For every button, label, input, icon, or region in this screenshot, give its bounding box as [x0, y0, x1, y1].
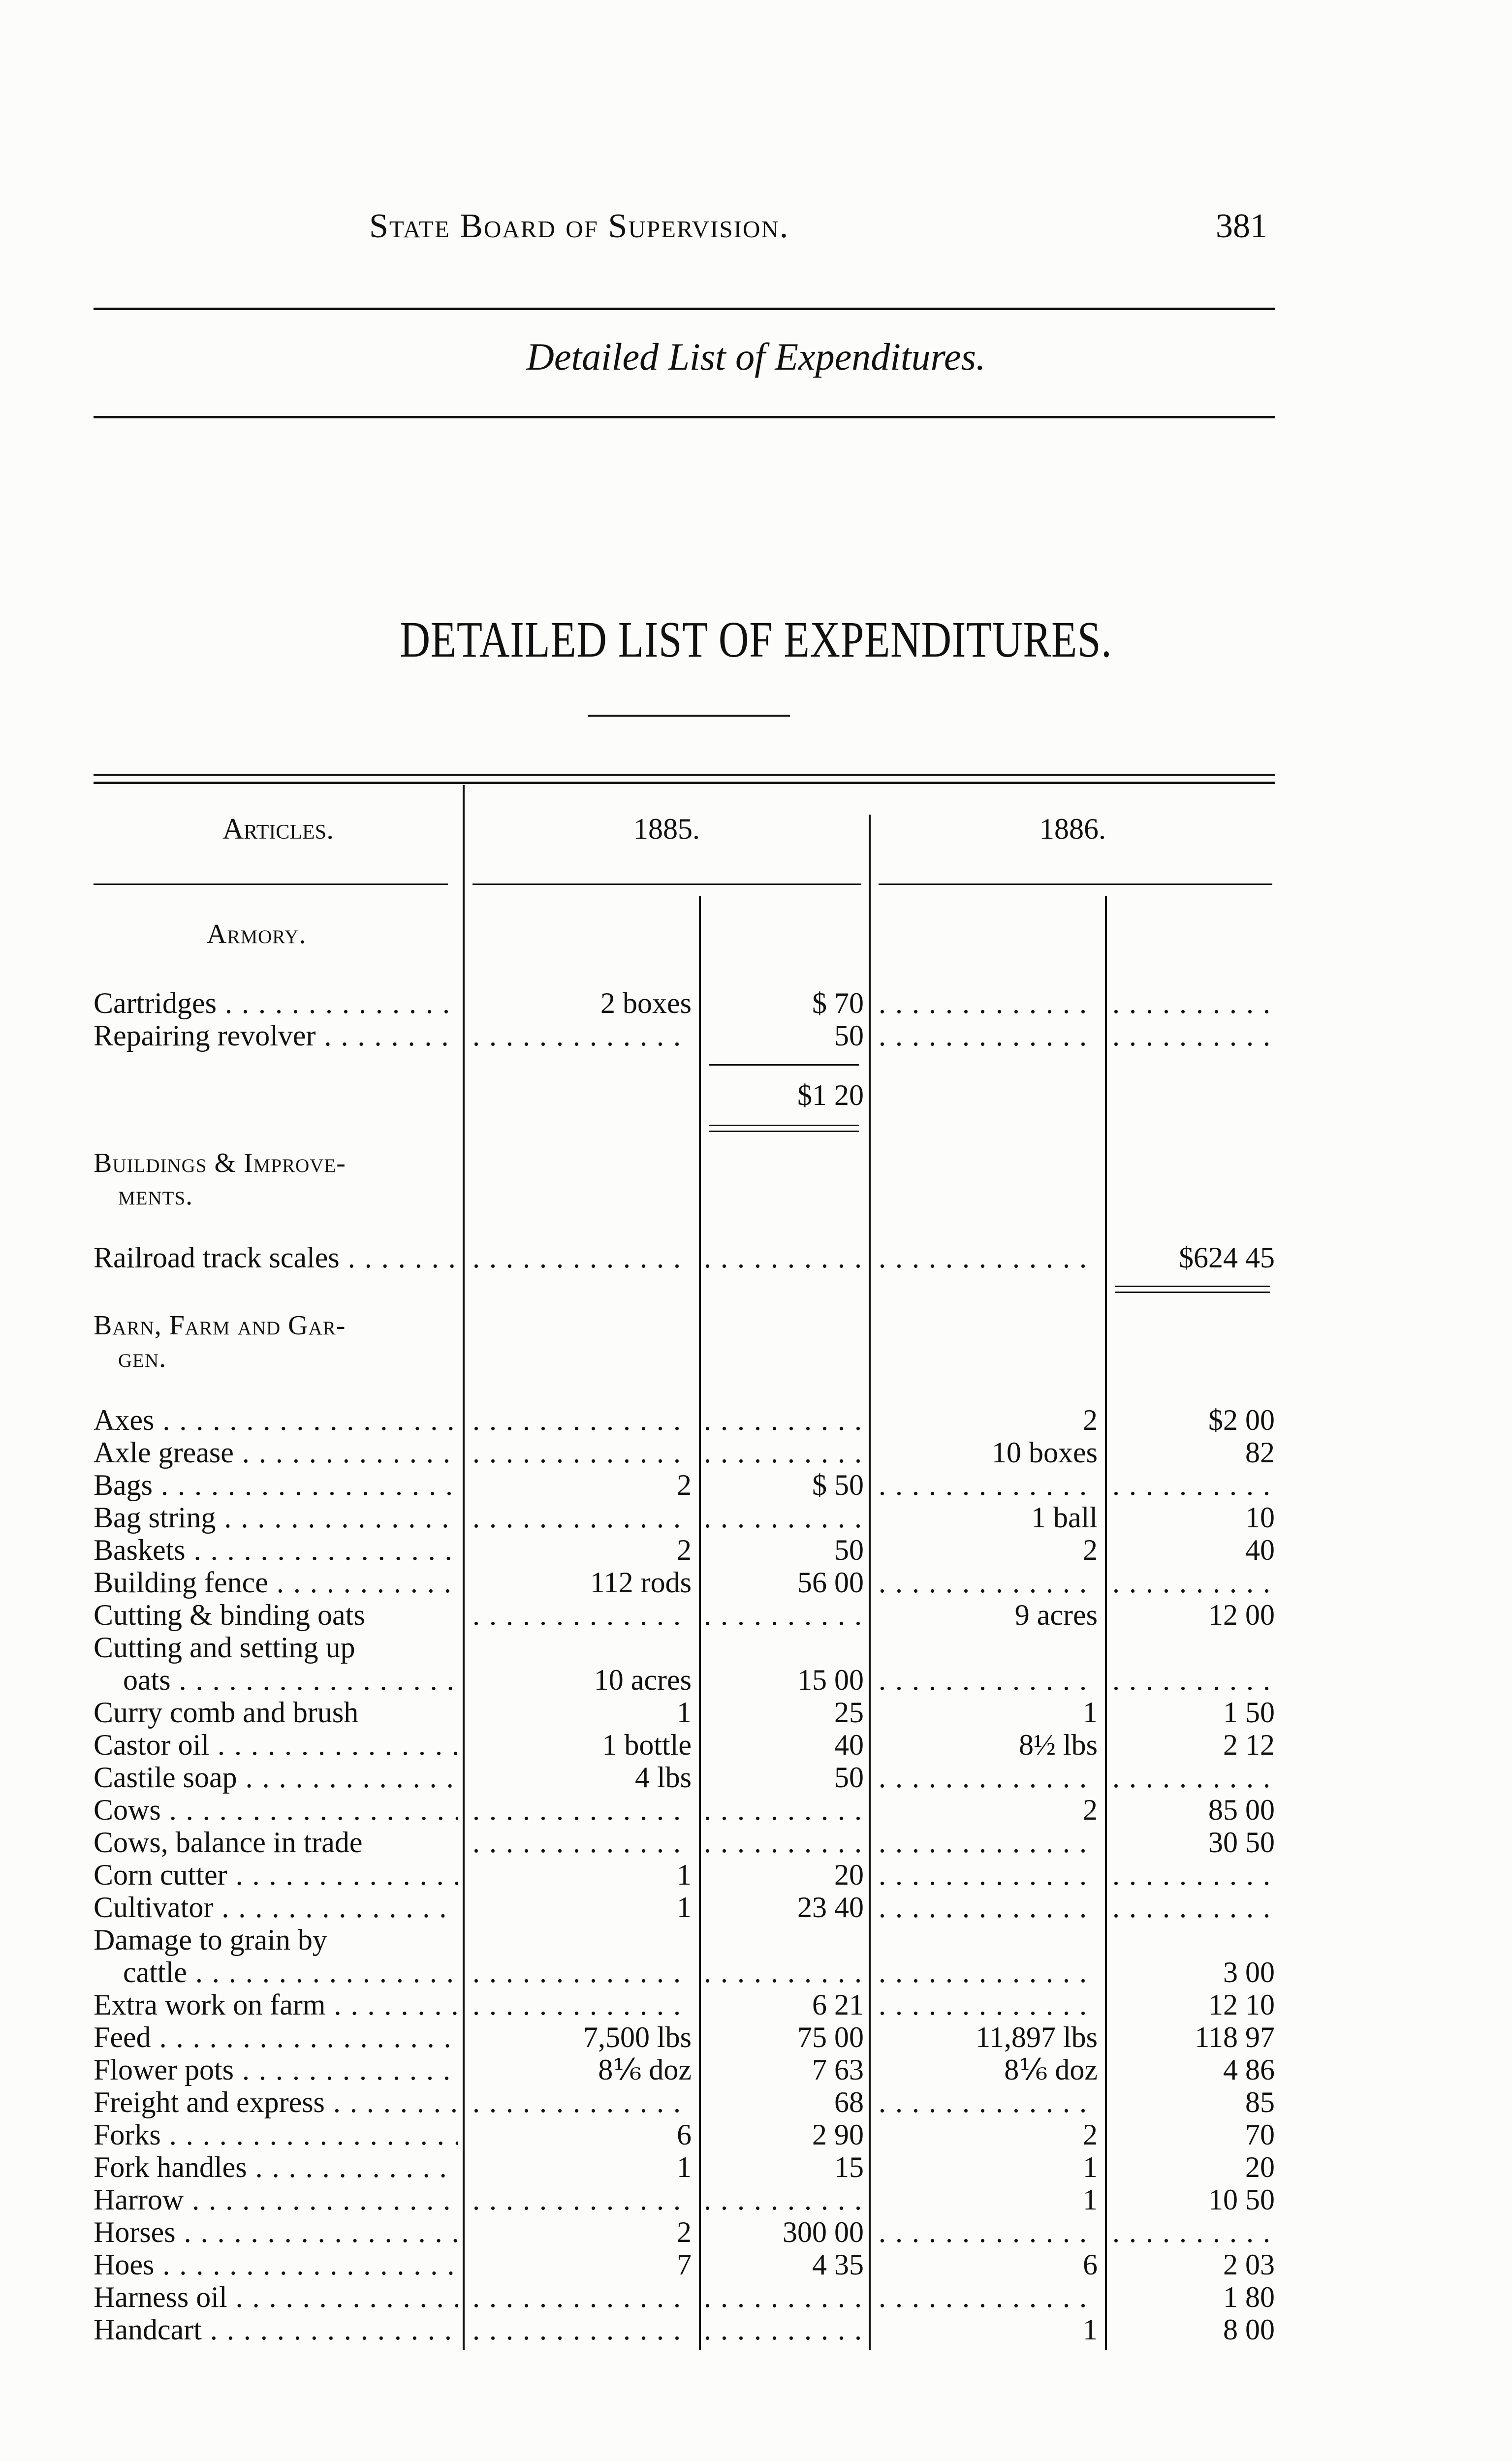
- article-label: Bags . . .: [94, 1469, 458, 1501]
- table-row: [0, 1956, 1512, 1988]
- leader-dots: [879, 1859, 1098, 1891]
- qty-1886: 1: [1083, 2313, 1098, 2346]
- qty-1885: 2: [677, 2216, 692, 2248]
- amount-1885: 50: [834, 1019, 864, 1052]
- leader-dots: [704, 2313, 864, 2346]
- amount-1885: 50: [834, 1761, 864, 1794]
- qty-1885: 10 acres: [594, 1664, 692, 1696]
- leader-dots: [472, 2183, 692, 2216]
- amount-1885: 20: [834, 1859, 864, 1891]
- article-label: Baskets . . .: [94, 1534, 458, 1566]
- leader-dots: [879, 2086, 1098, 2118]
- qty-1886: 1: [1083, 2151, 1098, 2183]
- header-underline-1886: [879, 883, 1272, 885]
- article-label: Harness oil . . .: [94, 2281, 458, 2313]
- amount-1885: 50: [834, 1534, 864, 1566]
- leader-dots: [704, 1599, 864, 1631]
- leader-dots: [879, 1988, 1098, 2021]
- total-double-rule: [1115, 1292, 1270, 1293]
- leader-dots: [472, 1501, 692, 1534]
- qty-1886: 11,897 lbs: [976, 2021, 1098, 2053]
- qty-1886: 8⅙ doz: [1004, 2053, 1098, 2086]
- header-1886: 1886.: [1040, 813, 1106, 845]
- total-double-rule: [709, 1125, 859, 1126]
- qty-1886: 1: [1083, 1696, 1098, 1729]
- qty-1886: 1: [1083, 2183, 1098, 2216]
- table-row: [0, 1664, 1512, 1696]
- table-row: [0, 2216, 1512, 2248]
- qty-1885: 4 lbs: [634, 1761, 692, 1794]
- amount-1886: 10 50: [1208, 2183, 1275, 2216]
- table-row: [0, 1631, 1512, 1664]
- leader-dots: [1112, 987, 1275, 1019]
- leader-dots: [472, 1436, 692, 1469]
- qty-1885: 8⅙ doz: [598, 2053, 692, 2086]
- article-label: Fork handles . . .: [94, 2151, 458, 2183]
- article-label: Flower pots . . .: [94, 2053, 458, 2086]
- qty-1885: 2 boxes: [600, 987, 692, 1019]
- qty-1885: 1 bottle: [602, 1729, 692, 1761]
- leader-dots: [1112, 1566, 1275, 1599]
- table-row: [0, 1566, 1512, 1599]
- table-row: [0, 2021, 1512, 2053]
- leader-dots: [472, 2313, 692, 2346]
- article-label: Cultivator . . .: [94, 1891, 458, 1924]
- qty-1886: 8½ lbs: [1018, 1729, 1098, 1761]
- leader-dots: [704, 1956, 864, 1988]
- qty-1886: 2: [1083, 2118, 1098, 2151]
- qty-1886: 9 acres: [1014, 1599, 1098, 1631]
- table-row: [0, 1729, 1512, 1761]
- table-row: [0, 1761, 1512, 1794]
- qty-1885: 7: [677, 2248, 692, 2281]
- leader-dots: [704, 1826, 864, 1859]
- amount-1885: 6 21: [812, 1988, 864, 2021]
- qty-1885: 7,500 lbs: [583, 2021, 692, 2053]
- table-row: [0, 2151, 1512, 2183]
- header-rule-top: [94, 308, 1275, 310]
- amount-1886: 20: [1245, 2151, 1275, 2183]
- title-short-rule: [588, 715, 790, 717]
- amount-1885: 300 00: [783, 2216, 864, 2248]
- table-row: [0, 1859, 1512, 1891]
- qty-1885: 1: [677, 1696, 692, 1729]
- amount-1885: 7 63: [812, 2053, 864, 2086]
- article-label: Repairing revolver . . .: [94, 1019, 458, 1052]
- table-row: [0, 1924, 1512, 1956]
- article-label: Railroad track scales . . .: [94, 1241, 458, 1274]
- article-label: Cutting and setting up: [94, 1631, 355, 1664]
- leader-dots: [879, 1469, 1098, 1501]
- article-label: Cutting & binding oats: [94, 1599, 365, 1631]
- section-buildings-cont: ments.: [118, 1180, 193, 1211]
- leader-dots: [879, 1956, 1098, 1988]
- table-row: [0, 1241, 1512, 1274]
- amount-1886: 8 00: [1223, 2313, 1275, 2346]
- qty-1885: 112 rods: [590, 1566, 692, 1599]
- article-label: cattle . . .: [123, 1956, 458, 1988]
- table-row: [0, 1436, 1512, 1469]
- table-row: [0, 1534, 1512, 1566]
- table-row: [0, 2281, 1512, 2313]
- section-armory: Armory.: [207, 919, 307, 949]
- leader-dots: [1112, 1761, 1275, 1794]
- subtotal-rule: [709, 1064, 859, 1066]
- article-label: Feed . . .: [94, 2021, 458, 2053]
- qty-1885: 2: [677, 1469, 692, 1501]
- amount-1886: 82: [1245, 1436, 1275, 1469]
- article-label: Hoes . . .: [94, 2248, 458, 2281]
- article-label: Harrow . . .: [94, 2183, 458, 2216]
- table-top-rule-2: [94, 782, 1275, 784]
- leader-dots: [879, 1891, 1098, 1924]
- article-label: Axle grease . . .: [94, 1436, 458, 1469]
- amount-1886: 3 00: [1223, 1956, 1275, 1988]
- amount-1885: 4 35: [812, 2248, 864, 2281]
- leader-dots: [704, 1241, 864, 1274]
- section-buildings: Buildings & Improve-: [94, 1148, 346, 1178]
- qty-1886: 2: [1083, 1534, 1098, 1566]
- article-label: Axes . . .: [94, 1404, 458, 1436]
- running-head: State Board of Supervision.: [369, 207, 789, 245]
- leader-dots: [879, 1664, 1098, 1696]
- leader-dots: [1112, 1859, 1275, 1891]
- amount-1885: 15 00: [797, 1664, 864, 1696]
- article-label: Corn cutter . . .: [94, 1859, 458, 1891]
- page-number: 381: [1216, 207, 1267, 245]
- table-row: [0, 1696, 1512, 1729]
- amount-1886: 85 00: [1208, 1794, 1275, 1826]
- amount-1886: 1 50: [1223, 1696, 1275, 1729]
- table-row: [0, 2248, 1512, 2281]
- table-row: [0, 2118, 1512, 2151]
- article-label: Extra work on farm . . .: [94, 1988, 458, 2021]
- amount-1885: 40: [834, 1729, 864, 1761]
- leader-dots: [879, 2281, 1098, 2313]
- table-row: [0, 1501, 1512, 1534]
- qty-1886: 10 boxes: [992, 1436, 1098, 1469]
- header-rule-bottom: [94, 416, 1275, 418]
- leader-dots: [879, 1019, 1098, 1052]
- amount-1885: 68: [834, 2086, 864, 2118]
- article-label: Forks . . .: [94, 2118, 458, 2151]
- amount-1886: 10: [1245, 1501, 1275, 1534]
- article-label: Horses . . .: [94, 2216, 458, 2248]
- leader-dots: [704, 2281, 864, 2313]
- header-1885: 1885.: [633, 813, 700, 845]
- leader-dots: [879, 2216, 1098, 2248]
- table-row: [0, 987, 1512, 1019]
- table-row: [0, 1988, 1512, 2021]
- table-top-rule: [94, 774, 1275, 776]
- leader-dots: [472, 1826, 692, 1859]
- leader-dots: [472, 1019, 692, 1052]
- header-underline-1885: [472, 883, 861, 885]
- leader-dots: [472, 1404, 692, 1436]
- amount-1886: 70: [1245, 2118, 1275, 2151]
- table-row: [0, 1794, 1512, 1826]
- leader-dots: [472, 2086, 692, 2118]
- leader-dots: [472, 1599, 692, 1631]
- section-barn-farm: Barn, Farm and Gar-: [94, 1310, 346, 1341]
- qty-1885: 1: [677, 2151, 692, 2183]
- article-label: Building fence . . .: [94, 1566, 458, 1599]
- leader-dots: [704, 1404, 864, 1436]
- amount-1886: 2 12: [1223, 1729, 1275, 1761]
- table-row: [0, 2313, 1512, 2346]
- leader-dots: [1112, 1019, 1275, 1052]
- amount-1885: 25: [834, 1696, 864, 1729]
- leader-dots: [1112, 1469, 1275, 1501]
- qty-1885: 1: [677, 1859, 692, 1891]
- article-label: Curry comb and brush: [94, 1696, 359, 1729]
- article-label: Handcart . . .: [94, 2313, 458, 2346]
- article-label: Castile soap . . .: [94, 1761, 458, 1794]
- page-subtitle: Detailed List of Expenditures.: [526, 335, 986, 378]
- leader-dots: [1112, 1891, 1275, 1924]
- leader-dots: [704, 1794, 864, 1826]
- amount-1886: 2 03: [1223, 2248, 1275, 2281]
- header-underline-articles: [94, 883, 448, 885]
- total-double-rule: [1115, 1286, 1270, 1287]
- leader-dots: [472, 2281, 692, 2313]
- article-label: Cartridges . . .: [94, 987, 458, 1019]
- table-row: [0, 1891, 1512, 1924]
- leader-dots: [472, 1988, 692, 2021]
- leader-dots: [879, 1241, 1098, 1274]
- leader-dots: [879, 1826, 1098, 1859]
- table-row: [0, 1019, 1512, 1052]
- amount-1885: 75 00: [797, 2021, 864, 2053]
- table-row: [0, 1404, 1512, 1436]
- main-title: DETAILED LIST OF EXPENDITURES.: [400, 611, 1112, 668]
- qty-1885: 6: [677, 2118, 692, 2151]
- leader-dots: [879, 1566, 1098, 1599]
- amount-1885: 15: [834, 2151, 864, 2183]
- article-label: Damage to grain by: [94, 1924, 327, 1956]
- leader-dots: [472, 1794, 692, 1826]
- amount-1885: $ 70: [812, 987, 864, 1019]
- amount-1886: 12 10: [1208, 1988, 1275, 2021]
- amount-1886: 118 97: [1195, 2021, 1275, 2053]
- amount-1886: 40: [1245, 1534, 1275, 1566]
- article-label: Cows . . .: [94, 1794, 458, 1826]
- amount-1885: $ 50: [812, 1469, 864, 1501]
- amount-1885: 23 40: [797, 1891, 864, 1924]
- table-row: [0, 1826, 1512, 1859]
- leader-dots: [472, 1241, 692, 1274]
- leader-dots: [1112, 1664, 1275, 1696]
- table-row: [0, 2183, 1512, 2216]
- armory-total-1885: $1 20: [797, 1079, 864, 1111]
- amount-1886: 85: [1245, 2086, 1275, 2118]
- qty-1886: 1 ball: [1031, 1501, 1098, 1534]
- article-label: Cows, balance in trade: [94, 1826, 363, 1859]
- qty-1886: 2: [1083, 1404, 1098, 1436]
- total-double-rule: [709, 1131, 859, 1132]
- leader-dots: [704, 2183, 864, 2216]
- leader-dots: [879, 1761, 1098, 1794]
- amount-1886: 1 80: [1223, 2281, 1275, 2313]
- leader-dots: [704, 1436, 864, 1469]
- qty-1885: 1: [677, 1891, 692, 1924]
- table-row: [0, 2086, 1512, 2118]
- table-row: [0, 1469, 1512, 1501]
- header-articles: Articles.: [222, 813, 334, 845]
- leader-dots: [879, 987, 1098, 1019]
- amount-1886: 4 86: [1223, 2053, 1275, 2086]
- section-barn-farm-cont: gen.: [118, 1343, 167, 1373]
- article-label: Freight and express . . .: [94, 2086, 458, 2118]
- amount-1885: 2 90: [812, 2118, 864, 2151]
- amount-1886: $624 45: [1179, 1241, 1275, 1274]
- leader-dots: [1112, 2216, 1275, 2248]
- leader-dots: [472, 1956, 692, 1988]
- article-label: Castor oil . . .: [94, 1729, 458, 1761]
- article-label: oats . . .: [123, 1664, 458, 1696]
- amount-1886: $2 00: [1208, 1404, 1275, 1436]
- qty-1886: 6: [1083, 2248, 1098, 2281]
- amount-1885: 56 00: [797, 1566, 864, 1599]
- subtotal-row: [0, 1079, 1512, 1111]
- table-row: [0, 1599, 1512, 1631]
- table-row: [0, 2053, 1512, 2086]
- qty-1885: 2: [677, 1534, 692, 1566]
- amount-1886: 30 50: [1208, 1826, 1275, 1859]
- amount-1886: 12 00: [1208, 1599, 1275, 1631]
- leader-dots: [704, 1501, 864, 1534]
- article-label: Bag string . . .: [94, 1501, 458, 1534]
- qty-1886: 2: [1083, 1794, 1098, 1826]
